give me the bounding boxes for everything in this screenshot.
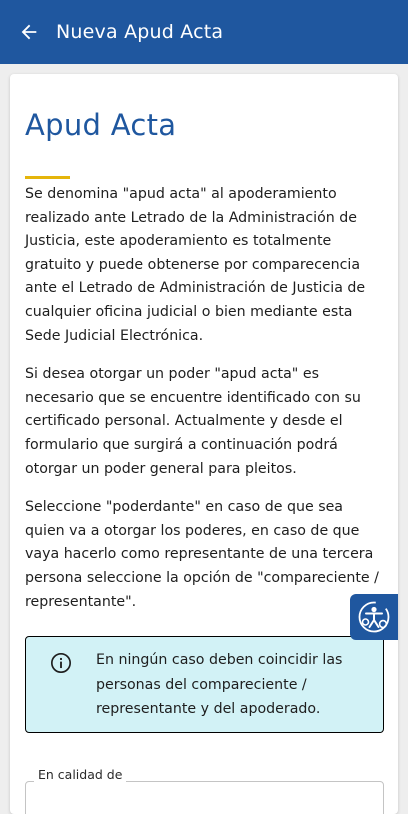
- paragraph-instructions: Seleccione "poderdante" en caso de que sea quien va a otorgar los poderes, en caso de que vaya hacerlo como representante de una tercera persona seleccione la opción de "compareciente / representante".: [25, 499, 379, 610]
- capacity-select[interactable]: [25, 781, 384, 814]
- title-underline: [25, 176, 70, 179]
- page-title: Apud Acta: [25, 108, 177, 142]
- info-icon: [50, 652, 72, 674]
- paragraph-requirements: Si desea otorgar un poder "apud acta" es necesario que se encuentre identificado con su certificado personal. Actualmente y desde el formulario que surgirá a continuación podrá otorgar un poder general para pleitos.: [25, 366, 361, 477]
- page-heading: [25, 108, 176, 142]
- capacity-select-label: En calidad de: [34, 767, 126, 782]
- accessibility-icon: [357, 600, 391, 634]
- info-notice: [25, 636, 384, 733]
- description: [25, 183, 387, 629]
- back-button[interactable]: [0, 0, 56, 64]
- paragraph-definition: Se denomina "apud acta" al apoderamiento realizado ante Letrado de la Administración de Justicia, este apoderamiento es totalmente gratuito y puede obtenerse por comparecencia ante el Letrado de Administración de Justicia de cualquier oficina judicial o bien mediante esta Sede Judicial Electrónica.: [25, 186, 366, 344]
- arrow-back-icon: [18, 21, 40, 43]
- accessibility-button[interactable]: [350, 594, 398, 640]
- app-bar-title: Nueva Apud Acta: [56, 21, 224, 43]
- content-card: [10, 74, 398, 814]
- app-bar: [0, 0, 408, 64]
- notice-text: En ningún caso deben coincidir las personas del compareciente / representante y del apoderado.: [96, 652, 343, 717]
